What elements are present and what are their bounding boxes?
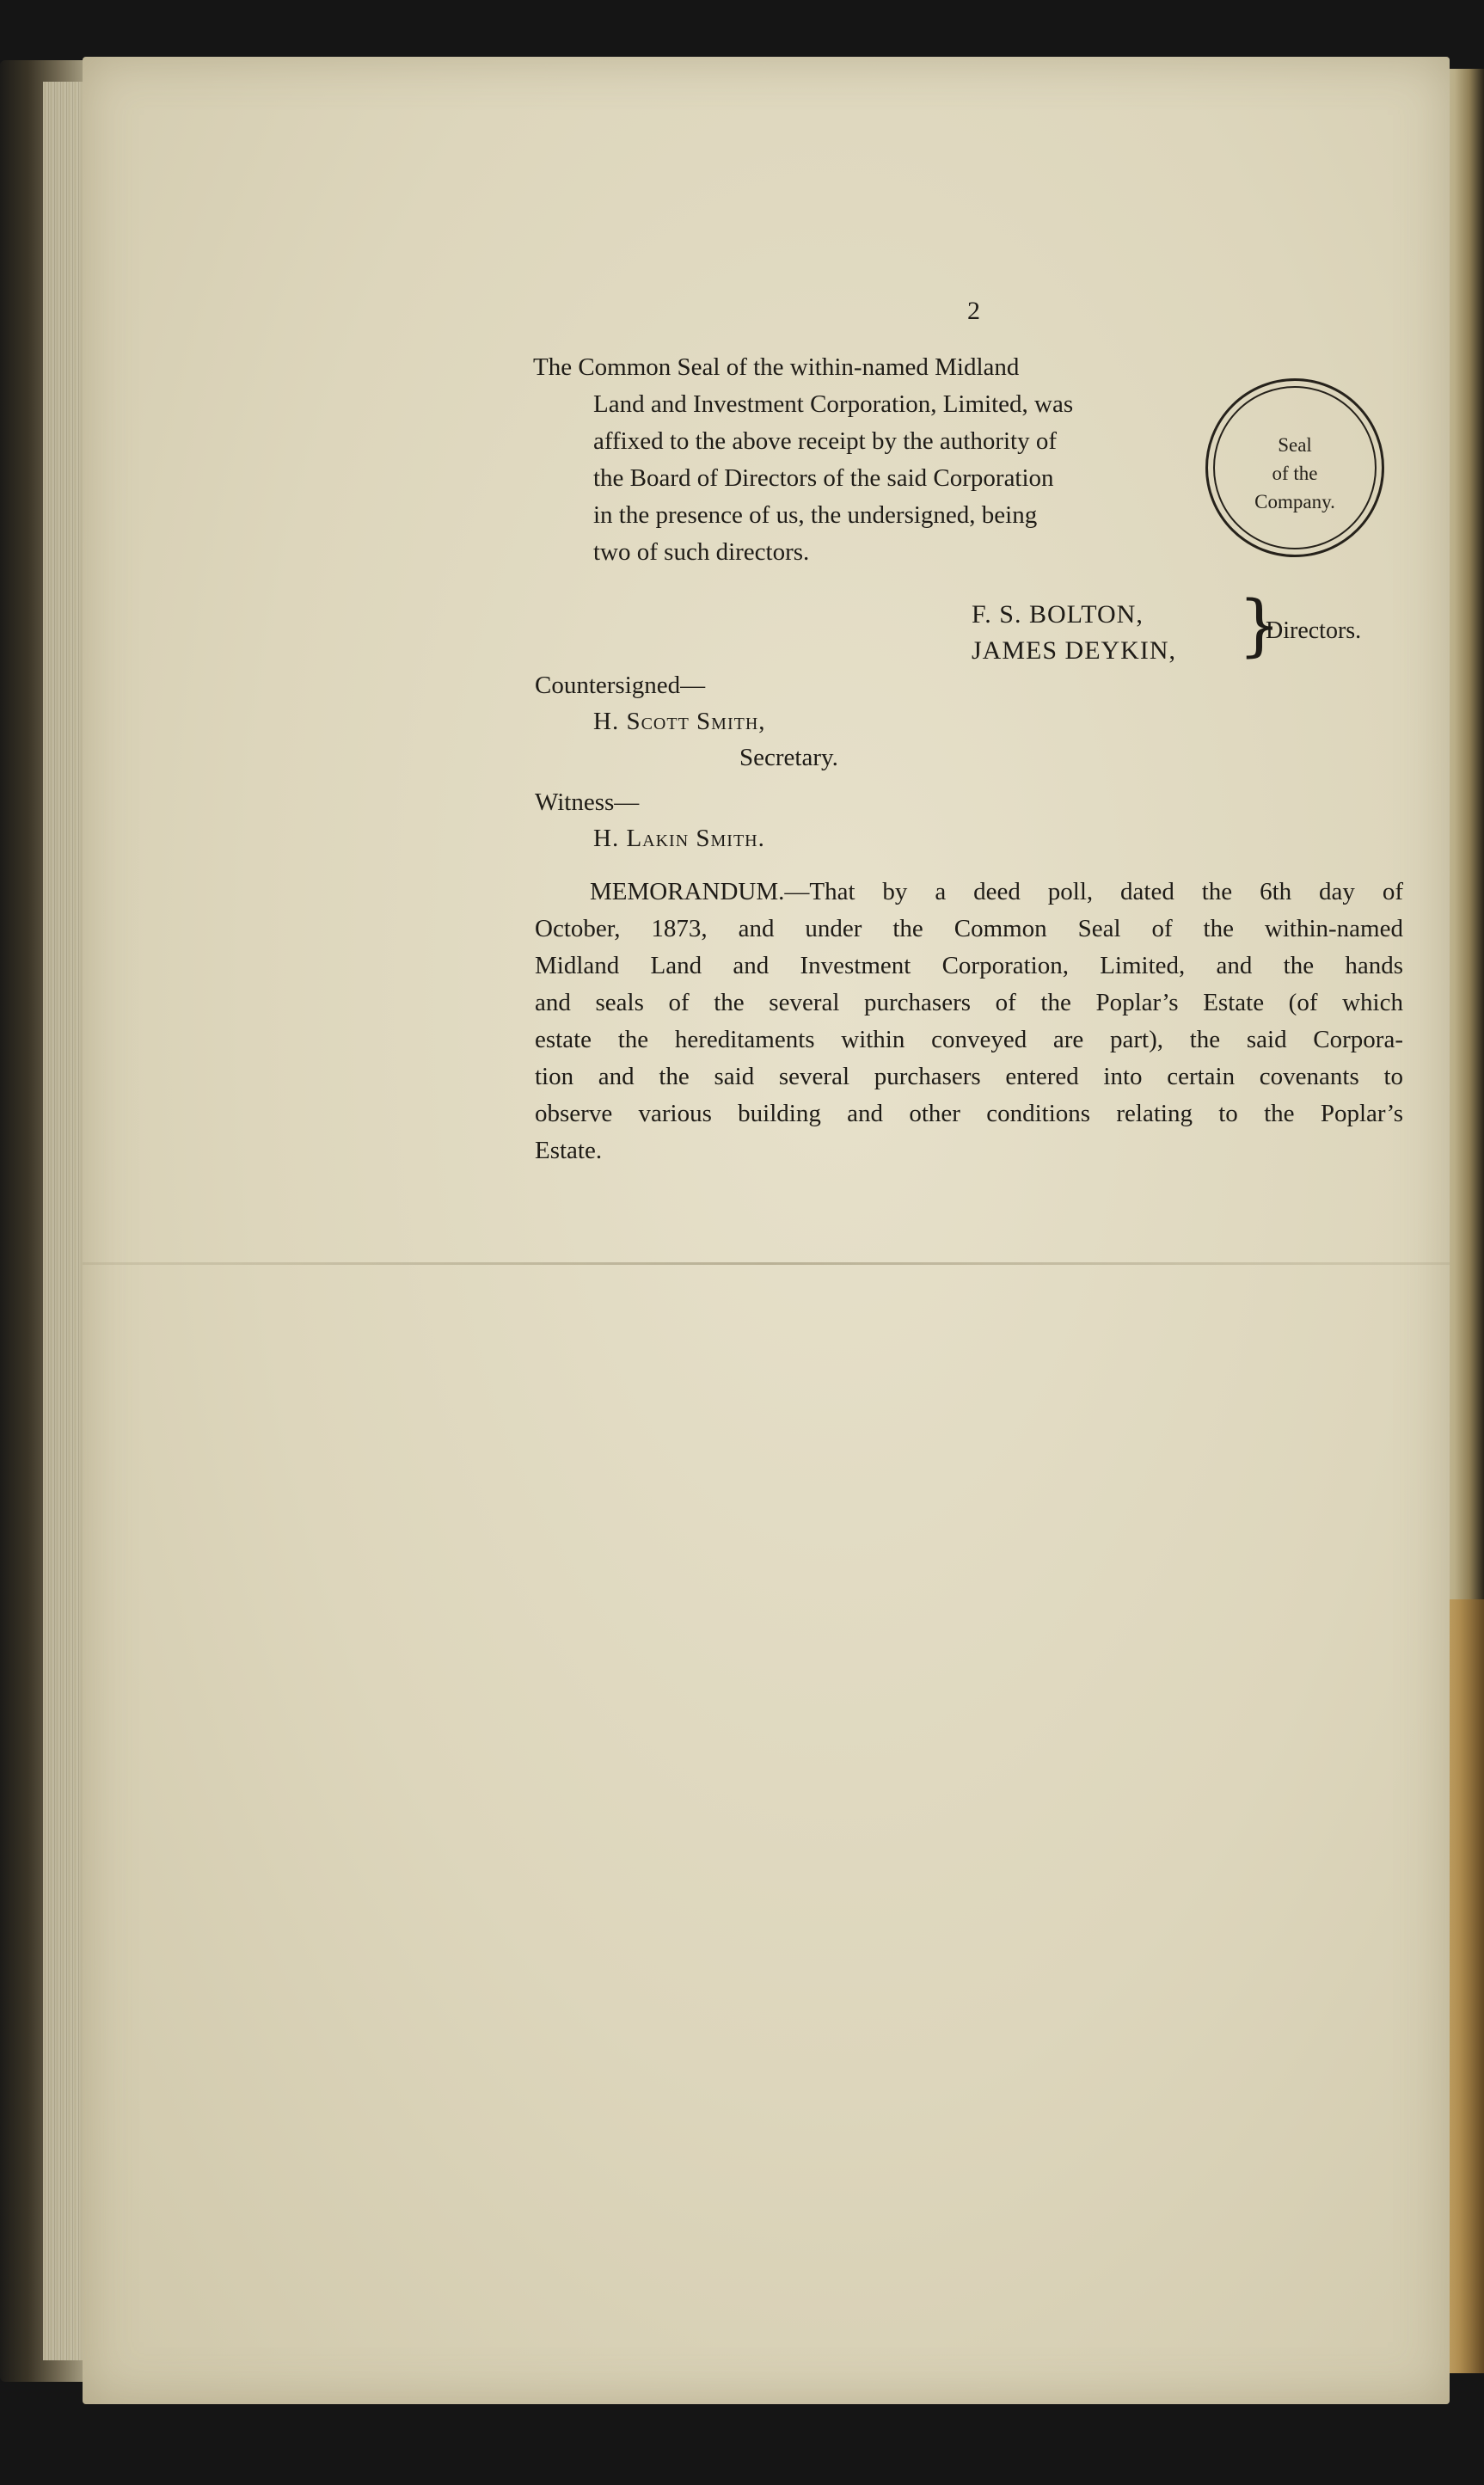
secretary-title: Secretary. [739,744,838,771]
seal-paragraph [533,349,1187,571]
seal-paragraph-line: affixed to the above receipt by the authority of [593,427,1057,455]
directors-label: Directors. [1266,617,1362,644]
seal-paragraph-line: the Board of Directors of the said Corporation [593,464,1054,492]
memorandum-line: and seals of the several purchasers of the Poplar’s Estate (of which [535,989,1403,1016]
seal-paragraph-line: in the presence of us, the undersigned, being [593,501,1038,529]
director-name: F. S. BOLTON, [972,600,1144,629]
countersigned-label: Countersigned— [535,672,706,699]
memorandum-line: Midland Land and Investment Corporation, Limited, and the hands [535,952,1403,979]
memorandum-line: estate the hereditaments within conveyed are part), the said Corpora- [535,1026,1403,1053]
memorandum-line: Estate. [535,1137,603,1164]
witness-label: Witness— [535,788,640,816]
seal-paragraph-line: two of such directors. [593,538,810,566]
seal-paragraph-line: Land and Investment Corporation, Limited, was [593,390,1074,418]
memorandum-line: observe various building and other conditions relating to the Poplar’s [535,1100,1403,1127]
seal-label-line: Company. [1254,491,1335,512]
company-seal [1205,378,1384,557]
seal-label [1208,431,1382,516]
seal-paragraph-line: The Common Seal of the within-named Midland [533,353,1020,381]
memorandum-paragraph [535,874,1403,1169]
witness-name: H. Lakin Smith. [593,825,765,852]
secretary-name: H. Scott Smith, [593,708,766,735]
seal-label-line: Seal [1278,434,1312,456]
directors-brace: } [1238,587,1281,665]
page-fold-line [83,1262,1450,1265]
memorandum-line: MEMORANDUM.—That by a deed poll, dated the 6th day of [590,878,1403,905]
memorandum-line: October, 1873, and under the Common Seal of the within-named [535,915,1403,942]
seal-label-line: of the [1272,463,1318,484]
director-name: JAMES DEYKIN, [972,636,1176,665]
director-signatures [972,597,1176,669]
page-number: 2 [967,297,980,325]
memorandum-line: tion and the said several purchasers entered into certain covenants to [535,1063,1403,1090]
